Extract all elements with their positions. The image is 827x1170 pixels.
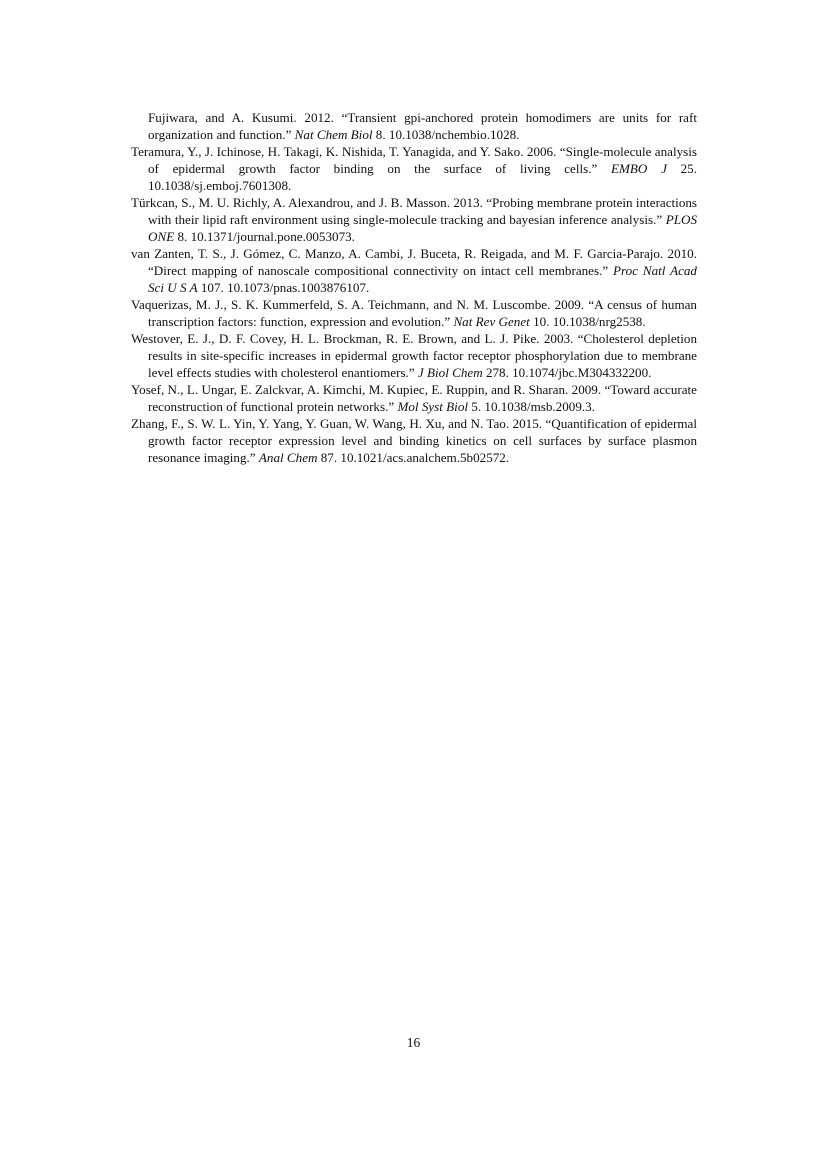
ref-authors: Türkcan, S., M. U. Richly, A. Alexandrou, and J. B. Masson. [131,195,450,211]
ref-title: “A census of human transcription factors: function, expression and evolution.” [148,297,697,330]
ref-year: 2010. [667,246,697,262]
reference-entry [131,297,697,331]
ref-title: “Direct mapping of nanoscale compositional connectivity on intact cell membranes.” [148,263,609,279]
reference-entry [131,416,697,467]
ref-title: “Cholesterol depletion results in site-specific increases in epidermal growth factor receptor phosphorylation due to membrane level effects studies with cholesterol enantiomers.” [148,331,698,381]
ref-details: 8. 10.1371/journal.pone.0053073. [177,228,355,244]
ref-authors: Yosef, N., L. Ungar, E. Zalckvar, A. Kimchi, M. Kupiec, E. Ruppin, and R. Sharan. [131,382,569,398]
ref-authors: Fujiwara, and A. Kusumi. [148,110,297,125]
ref-year: 2012. [304,110,334,125]
ref-venue: Nat Rev Genet [453,314,530,330]
ref-authors: Westover, E. J., D. F. Covey, H. L. Brockman, R. E. Brown, and L. J. Pike. [131,331,540,347]
ref-authors: Teramura, Y., J. Ichinose, H. Takagi, K. Nishida, T. Yanagida, and Y. Sako. [131,144,524,160]
ref-venue: Mol Syst Biol [397,399,469,415]
reference-entry [131,195,697,246]
ref-details: 107. 10.1073/pnas.1003876107. [200,279,370,295]
ref-venue: Proc Natl Acad Sci U S A [148,263,697,295]
ref-venue: J Biol Chem [417,365,483,381]
ref-year: 2009. [554,297,585,313]
ref-authors: van Zanten, T. S., J. Gómez, C. Manzo, A. Cambi, J. Buceta, R. Reigada, and M. F. Garcia-Parajo. [131,246,664,262]
ref-year: 2015. [512,416,543,432]
ref-venue: EMBO J [611,161,667,177]
reference-entry [131,382,697,416]
ref-authors: Vaquerizas, M. J., S. K. Kummerfeld, S. A. Teichmann, and N. M. Luscombe. [131,297,551,313]
ref-details: 10. 10.1038/nrg2538. [533,314,646,330]
ref-venue: Anal Chem [258,450,318,466]
ref-details: 25. 10.1038/sj.emboj.7601308. [148,161,697,193]
ref-authors: Zhang, F., S. W. L. Yin, Y. Yang, Y. Guan, W. Wang, H. Xu, and N. Tao. [131,416,510,432]
ref-year: 2013. [453,195,483,211]
ref-title: “Quantification of epidermal growth factor receptor expression level and binding kinetics on cell surfaces by surface plasmon resonance imaging.” [148,416,697,466]
ref-venue: PLOS ONE [148,212,697,244]
ref-title: “Transient gpi-anchored protein homodimers are units for raft organization and function.” [148,110,697,142]
ref-year: 2006. [526,144,557,160]
reference-list [131,110,697,467]
reference-entry [131,246,697,297]
reference-entry [131,110,697,144]
ref-title: “Toward accurate reconstruction of functional protein networks.” [148,382,697,415]
reference-entry [131,144,697,195]
ref-title: “Single-molecule analysis of epidermal growth factor binding on the surface of living cells.” [148,144,697,177]
reference-entry [131,331,697,382]
ref-details: 87. 10.1021/acs.analchem.5b02572. [320,450,510,466]
ref-venue: Nat Chem Biol [294,126,373,142]
ref-details: 8. 10.1038/nchembio.1028. [375,126,520,142]
ref-year: 2003. [543,331,574,347]
ref-details: 5. 10.1038/msb.2009.3. [471,399,595,415]
ref-details: 278. 10.1074/jbc.M304332200. [485,365,652,381]
ref-title: “Probing membrane protein interactions with their lipid raft environment using single-molecule tracking and bayesian inference analysis.” [148,195,698,228]
ref-year: 2009. [571,382,602,398]
page-number: 16 [406,1035,421,1050]
